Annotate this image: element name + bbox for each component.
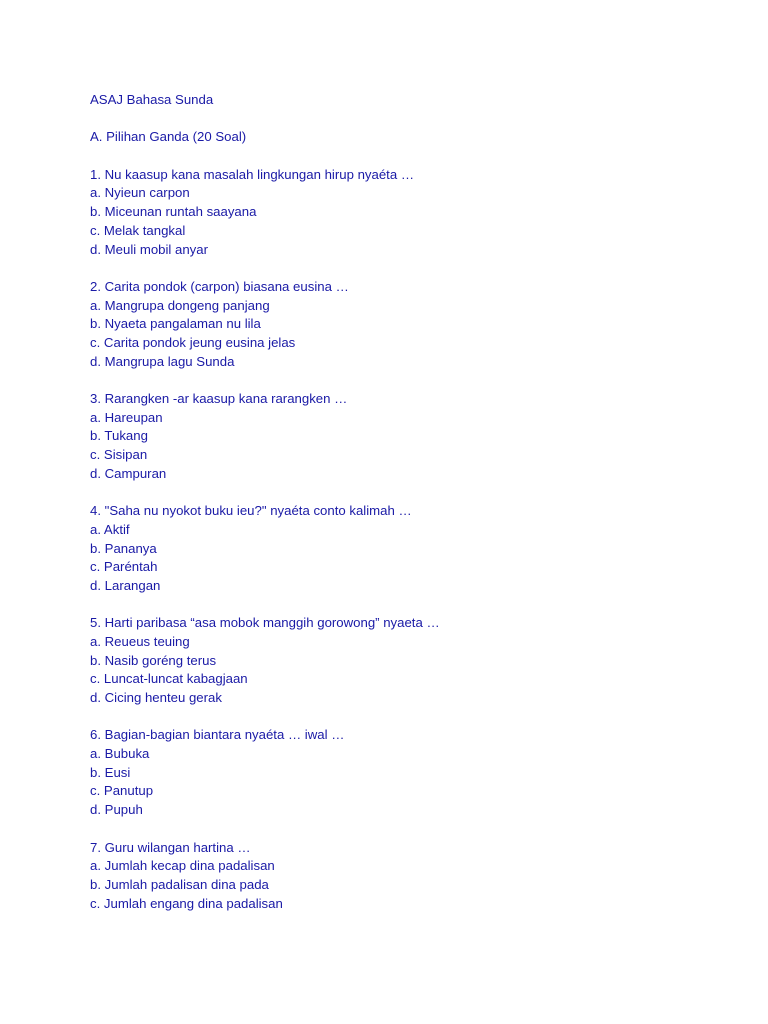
question-block-6: [90, 726, 730, 819]
answer-option: b. Eusi: [90, 764, 131, 780]
answer-option: a. Aktif: [90, 521, 130, 537]
answer-option: c. Panutup: [90, 783, 154, 799]
spacer: [90, 820, 730, 839]
answer-option: d. Larangan: [90, 577, 161, 593]
answer-option: a. Reueus teuing: [90, 633, 190, 649]
question-text: 5. Harti paribasa “asa mobok manggih gorowong” nyaeta …: [90, 615, 440, 631]
answer-option: d. Campuran: [90, 465, 167, 481]
question-block-4: [90, 502, 730, 595]
answer-option: c. Luncat-luncat kabagjaan: [90, 671, 248, 687]
document-title: ASAJ Bahasa Sunda: [90, 92, 214, 107]
question-text: 6. Bagian-bagian biantara nyaéta … iwal …: [90, 727, 345, 743]
answer-option: c. Paréntah: [90, 559, 158, 575]
question-text: 1. Nu kaasup kana masalah lingkungan hirup nyaéta …: [90, 166, 415, 182]
answer-option: c. Carita pondok jeung eusina jelas: [90, 334, 296, 350]
answer-option: b. Miceunan runtah saayana: [90, 204, 257, 220]
answer-option: a. Hareupan: [90, 409, 163, 425]
answer-option: b. Nasib goréng terus: [90, 652, 217, 668]
answer-option: c. Sisipan: [90, 447, 148, 463]
question-block-1: [90, 166, 730, 259]
section-heading: A. Pilihan Ganda (20 Soal): [90, 129, 247, 145]
question-block-3: [90, 390, 730, 483]
answer-option: b. Tukang: [90, 428, 148, 444]
answer-option: b. Jumlah padalisan dina pada: [90, 876, 269, 892]
answer-option: a. Mangrupa dongeng panjang: [90, 297, 270, 313]
answer-option: b. Nyaeta pangalaman nu lila: [90, 316, 261, 332]
spacer: [90, 110, 730, 129]
answer-option: d. Meuli mobil anyar: [90, 241, 209, 257]
spacer: [90, 708, 730, 727]
spacer: [90, 259, 730, 278]
answer-option: a. Nyieun carpon: [90, 185, 190, 201]
question-block-2: [90, 278, 730, 371]
question-block-5: [90, 614, 730, 707]
question-block-7: [90, 839, 730, 914]
answer-option: c. Melak tangkal: [90, 222, 186, 238]
spacer: [90, 483, 730, 502]
spacer: [90, 147, 730, 166]
answer-option: b. Pananya: [90, 540, 157, 556]
spacer: [90, 371, 730, 390]
spacer: [90, 596, 730, 615]
answer-option: a. Jumlah kecap dina padalisan: [90, 858, 275, 874]
question-text: 3. Rarangken -ar kaasup kana rarangken …: [90, 391, 348, 406]
answer-option: a. Bubuka: [90, 746, 150, 762]
answer-option: d. Mangrupa lagu Sunda: [90, 353, 235, 369]
answer-option: d. Cicing henteu gerak: [90, 690, 222, 705]
question-text: 2. Carita pondok (carpon) biasana eusina …: [90, 278, 349, 294]
document-page: [90, 91, 730, 913]
answer-option: c. Jumlah engang dina padalisan: [90, 895, 283, 911]
question-text: 4. "Saha nu nyokot buku ieu?" nyaéta conto kalimah …: [90, 503, 412, 519]
question-text: 7. Guru wilangan hartina …: [90, 839, 251, 855]
answer-option: d. Pupuh: [90, 802, 143, 818]
